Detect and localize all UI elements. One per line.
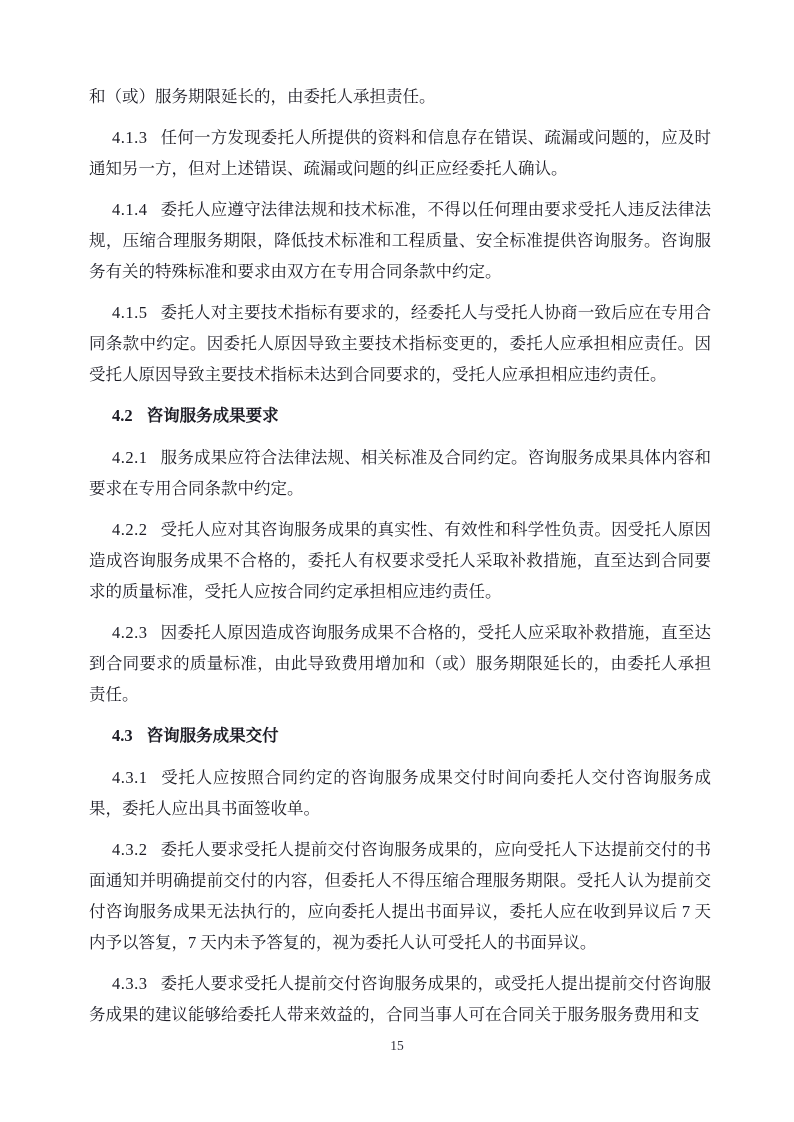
clause-number: 4.3.3 <box>112 974 148 993</box>
clause-number: 4.3.1 <box>112 768 148 787</box>
clause-text: 委托人对主要技术指标有要求的，经委托人与受托人协商一致后应在专用合同条款中约定。因委托人原因导致主要技术指标变更的，委托人应承担相应责任。因受托人原因导致主要技术指标未达到合同要求的，受托人应承担相应违约责任。 <box>89 303 711 384</box>
clause-number: 4.2.1 <box>112 448 148 467</box>
clause-4-3-3 <box>89 968 711 1030</box>
page-number: 15 <box>390 1038 404 1053</box>
paragraph-continuation: 和（或）服务期限延长的，由委托人承担责任。 <box>89 87 436 106</box>
clause-text: 任何一方发现委托人所提供的资料和信息存在错误、疏漏或问题的，应及时通知另一方，但对上述错误、疏漏或问题的纠正应经委托人确认。 <box>89 128 711 178</box>
clause-4-3-1 <box>89 762 711 824</box>
clause-text: 服务成果应符合法律法规、相关标准及合同约定。咨询服务成果具体内容和要求在专用合同条款中约定。 <box>89 448 711 498</box>
clause-text: 委托人应遵守法律法规和技术标准，不得以任何理由要求受托人违反法律法规，压缩合理服务期限，降低技术标准和工程质量、安全标准提供咨询服务。咨询服务有关的特殊标准和要求由双方在专用合同条款中约定。 <box>89 200 711 281</box>
clause-4-1-3 <box>89 122 711 184</box>
clause-text: 受托人应对其咨询服务成果的真实性、有效性和科学性负责。因受托人原因造成咨询服务成果不合格的，委托人有权要求受托人采取补救措施，直至达到合同要求的质量标准，受托人应按合同约定承担相应违约责任。 <box>89 520 711 601</box>
clause-number: 4.2.2 <box>112 520 148 539</box>
clause-text: 受托人应按照合同约定的咨询服务成果交付时间向委托人交付咨询服务成果，委托人应出具书面签收单。 <box>89 768 711 818</box>
section-heading-4-2 <box>89 400 711 432</box>
clause-4-1-5 <box>89 297 711 390</box>
heading-number: 4.3 <box>112 726 133 745</box>
clause-4-2-1 <box>89 442 711 504</box>
heading-text: 咨询服务成果交付 <box>146 727 279 745</box>
heading-number: 4.2 <box>112 406 133 425</box>
clause-number: 4.3.2 <box>112 840 148 859</box>
clause-4-3-2 <box>89 834 711 958</box>
clause-text: 委托人要求受托人提前交付咨询服务成果的，应向受托人下达提前交付的书面通知并明确提前交付的内容，但委托人不得压缩合理服务期限。受托人认为提前交付咨询服务成果无法执行的，应向委托人提出书面异议，委托人应在收到异议后 7 天内予以答复，7 天内未予答复的，视为委托人认可受托人的书面异议。 <box>89 840 711 952</box>
clause-text: 委托人要求受托人提前交付咨询服务成果的，或受托人提出提前交付咨询服务成果的建议能够给委托人带来效益的，合同当事人可在合同关于服务服务费用和支 <box>89 974 711 1024</box>
clause-number: 4.1.4 <box>112 200 148 219</box>
clause-text: 因委托人原因造成咨询服务成果不合格的，受托人应采取补救措施，直至达到合同要求的质量标准，由此导致费用增加和（或）服务期限延长的，由委托人承担责任。 <box>89 623 711 704</box>
clause-4-1-4 <box>89 194 711 287</box>
page-content <box>89 81 711 1030</box>
clause-number: 4.2.3 <box>112 623 148 642</box>
section-heading-4-3 <box>89 720 711 752</box>
clause-number: 4.1.5 <box>112 303 148 322</box>
clause-4-2-2 <box>89 514 711 607</box>
clause-4-2-3 <box>89 617 711 710</box>
heading-text: 咨询服务成果要求 <box>146 407 279 425</box>
clause-number: 4.1.3 <box>112 128 148 147</box>
